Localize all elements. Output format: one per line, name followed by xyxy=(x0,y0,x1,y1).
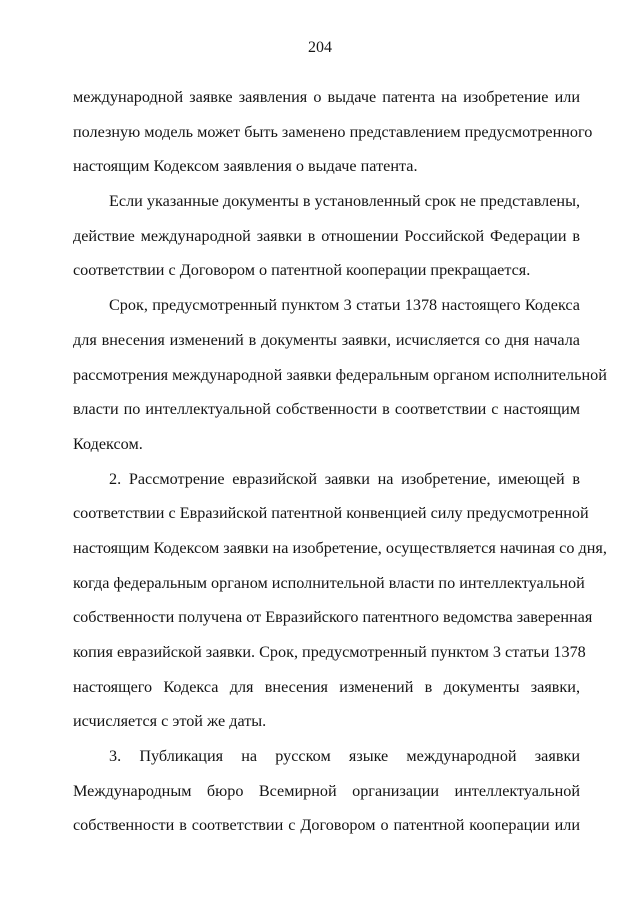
text-line: Международным бюро Всемирной организации интеллектуальной xyxy=(73,781,580,800)
text-line: когда федеральным органом исполнительной власти по интеллектуальной xyxy=(73,573,585,592)
text-line: Срок, предусмотренный пунктом 3 статьи 1378 настоящего Кодекса xyxy=(109,296,580,315)
page-number: 204 xyxy=(308,39,332,56)
text-line: 2. Рассмотрение евразийской заявки на изобретение, имеющей в xyxy=(109,469,580,488)
text-line: действие международной заявки в отношении Российской Федерации в xyxy=(73,226,580,245)
text-line: настоящим Кодексом заявления о выдаче патента. xyxy=(73,157,418,176)
text-line: полезную модель может быть заменено представлением предусмотренного xyxy=(73,122,593,141)
text-line: 3. Публикация на русском языке международной заявки xyxy=(109,747,580,766)
paragraph xyxy=(73,85,593,189)
paragraph xyxy=(73,189,580,293)
text-line: для внесения изменений в документы заявки, исчисляется со дня начала xyxy=(73,330,580,349)
paragraph xyxy=(73,744,580,848)
text-line: Если указанные документы в установленный срок не представлены, xyxy=(109,192,580,211)
text-line: копия евразийской заявки. Срок, предусмотренный пунктом 3 статьи 1378 xyxy=(73,643,586,661)
text-line: соответствии с Евразийской патентной конвенцией силу предусмотренной xyxy=(73,504,589,523)
text-line: соответствии с Договором о патентной кооперации прекращается. xyxy=(73,261,531,280)
text-line: рассмотрения международной заявки федеральным органом исполнительной xyxy=(73,365,607,384)
text-line: исчисляется с этой же даты. xyxy=(73,712,267,731)
body-text xyxy=(73,85,607,848)
text-line: собственности получена от Евразийского патентного ведомства заверенная xyxy=(73,608,593,627)
text-line: настоящего Кодекса для внесения изменений в документы заявки, xyxy=(73,677,580,696)
text-line: международной заявке заявления о выдаче патента на изобретение или xyxy=(73,88,580,106)
text-line: настоящим Кодексом заявки на изобретение, осуществляется начиная со дня, xyxy=(73,538,607,557)
text-line: собственности в соответствии с Договором о патентной кооперации или xyxy=(73,816,580,835)
text-line: власти по интеллектуальной собственности в соответствии с настоящим xyxy=(73,400,580,419)
paragraph xyxy=(73,467,607,745)
text-line: Кодексом. xyxy=(73,434,143,453)
paragraph xyxy=(73,293,607,466)
